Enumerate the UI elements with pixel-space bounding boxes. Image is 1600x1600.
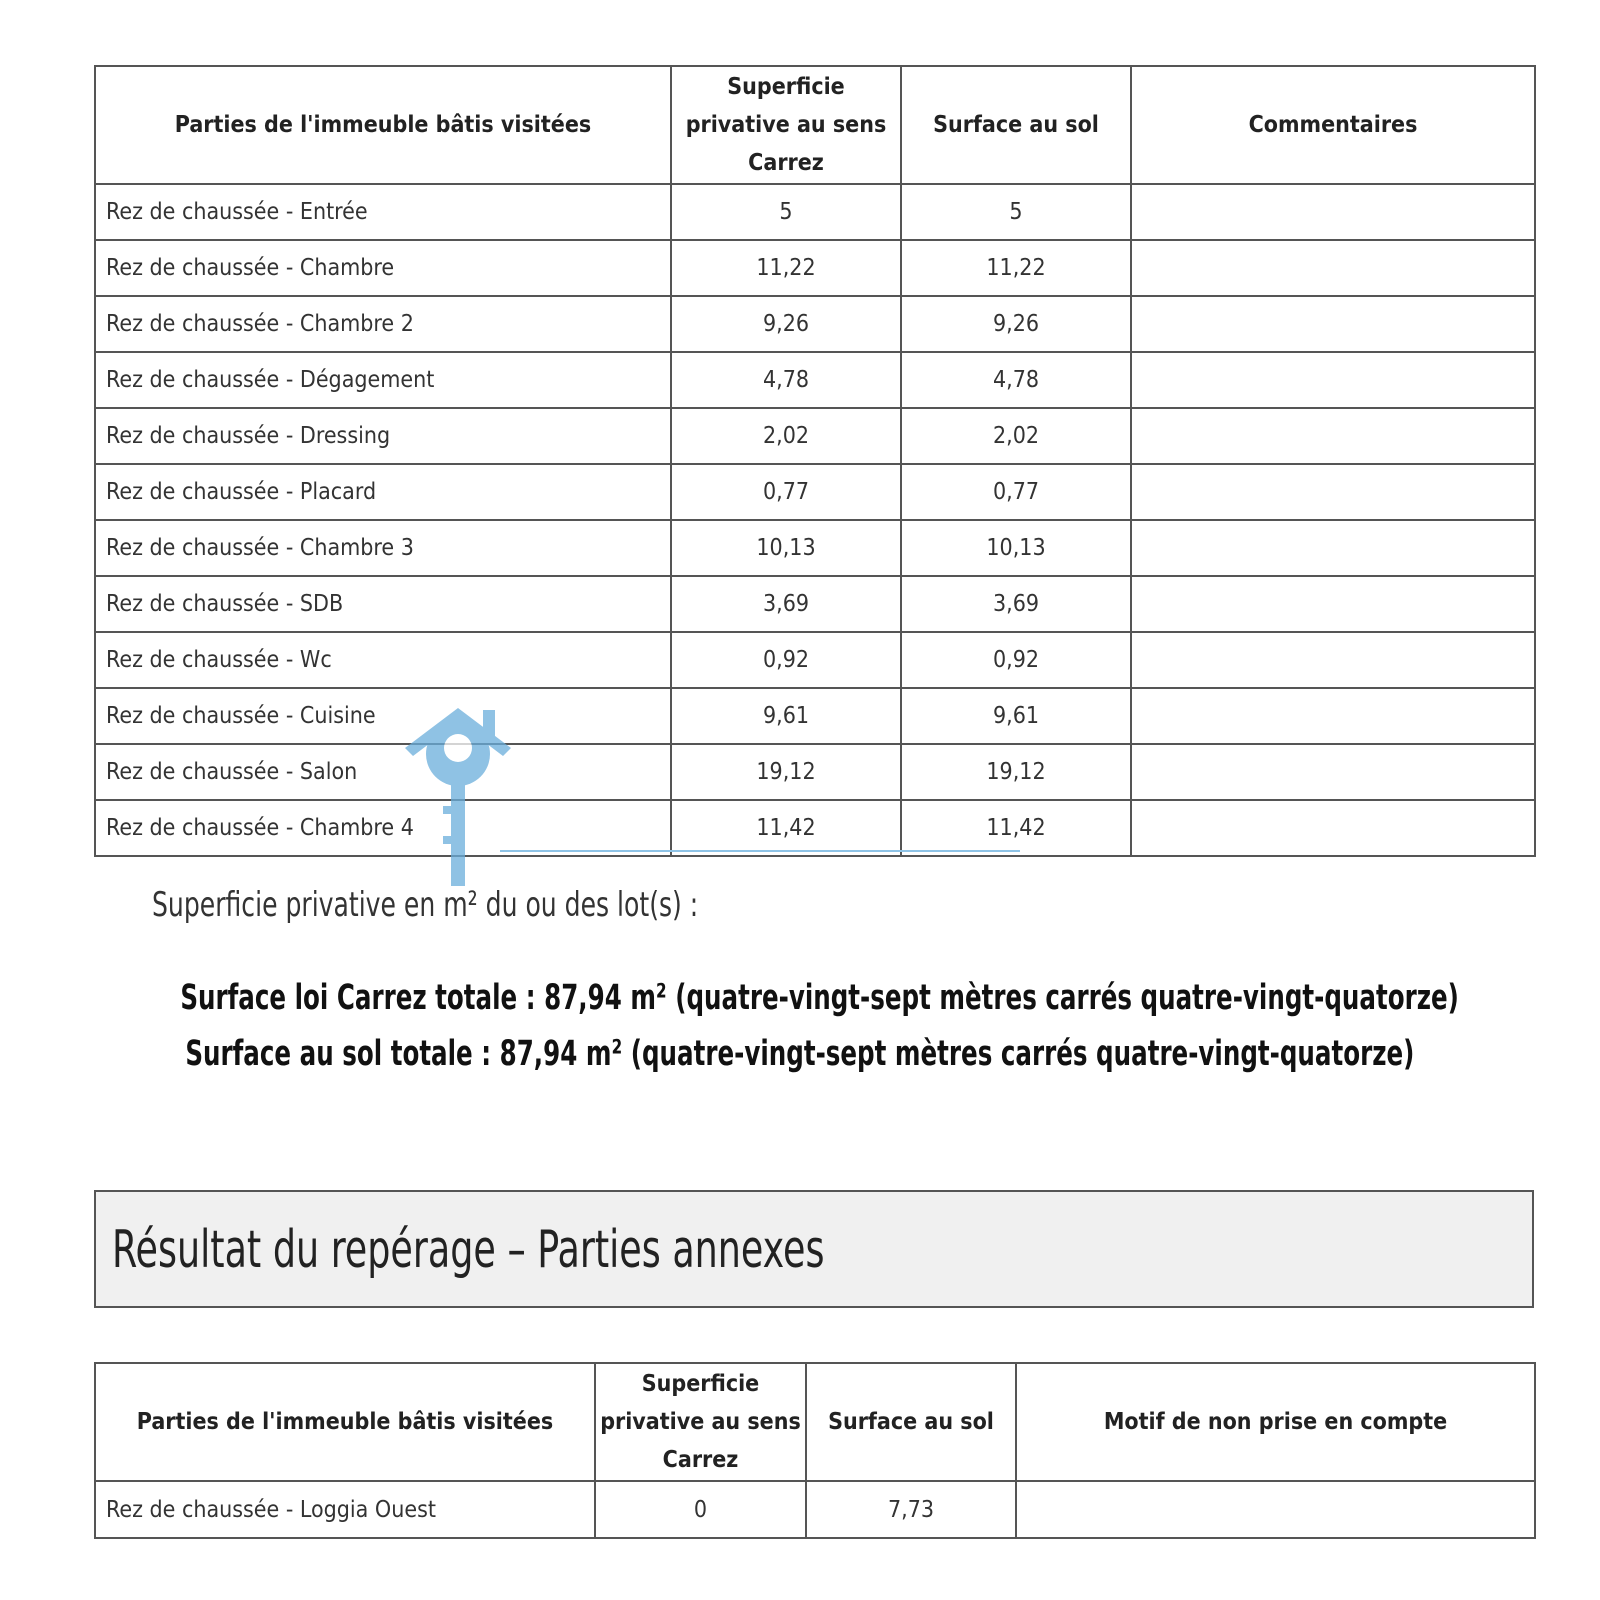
row-comment: [1131, 240, 1535, 296]
row-carrez: 5: [671, 184, 901, 240]
total-carrez-line: [0, 978, 1600, 1018]
header-motif: Motif de non prise en compte: [1016, 1363, 1535, 1481]
header-parties: Parties de l'immeuble bâtis visitées: [95, 66, 671, 184]
row-carrez: 2,02: [671, 408, 901, 464]
row-comment: [1131, 800, 1535, 856]
table-row: [95, 632, 1535, 688]
row-carrez: 11,42: [671, 800, 901, 856]
table-row: [95, 240, 1535, 296]
row-sol: 7,73: [806, 1481, 1016, 1538]
row-reason: [1016, 1481, 1535, 1538]
table-row: [95, 744, 1535, 800]
row-carrez: 9,26: [671, 296, 901, 352]
table-row: [95, 184, 1535, 240]
table-header-row: [95, 66, 1535, 184]
row-carrez: 0,77: [671, 464, 901, 520]
row-part: Rez de chaussée - Wc: [95, 632, 671, 688]
row-sol: 9,61: [901, 688, 1131, 744]
row-comment: [1131, 688, 1535, 744]
row-sol: 2,02: [901, 408, 1131, 464]
table-row: [95, 296, 1535, 352]
table-row: [95, 800, 1535, 856]
row-sol: 10,13: [901, 520, 1131, 576]
row-sol: 5: [901, 184, 1131, 240]
header-surface-sol: Surface au sol: [901, 66, 1131, 184]
header-commentaires: Commentaires: [1131, 66, 1535, 184]
row-carrez: 3,69: [671, 576, 901, 632]
table-row: [95, 464, 1535, 520]
table-row: [95, 352, 1535, 408]
row-part: Rez de chaussée - Entrée: [95, 184, 671, 240]
row-comment: [1131, 296, 1535, 352]
header-carrez: Superficie privative au sens Carrez: [595, 1363, 806, 1481]
row-comment: [1131, 576, 1535, 632]
row-part: Rez de chaussée - Chambre 4: [95, 800, 671, 856]
row-comment: [1131, 184, 1535, 240]
row-part: Rez de chaussée - Chambre 2: [95, 296, 671, 352]
total-sol-text: Surface au sol totale : 87,94 m² (quatre-vingt-sept mètres carrés quatre-vingt-quatorze): [185, 1034, 1415, 1074]
house-key-icon: [403, 706, 513, 896]
row-sol: 19,12: [901, 744, 1131, 800]
row-sol: 11,42: [901, 800, 1131, 856]
row-carrez: 19,12: [671, 744, 901, 800]
row-carrez: 11,22: [671, 240, 901, 296]
row-sol: 0,92: [901, 632, 1131, 688]
row-part: Rez de chaussée - Loggia Ouest: [95, 1481, 595, 1538]
row-part: Rez de chaussée - SDB: [95, 576, 671, 632]
watermark-line: [500, 850, 1020, 852]
row-comment: [1131, 744, 1535, 800]
row-comment: [1131, 408, 1535, 464]
row-sol: 3,69: [901, 576, 1131, 632]
section-title: Résultat du repérage – Parties annexes: [112, 1220, 825, 1280]
row-comment: [1131, 352, 1535, 408]
total-carrez-text: Surface loi Carrez totale : 87,94 m² (quatre-vingt-sept mètres carrés quatre-vingt-quatorze): [180, 978, 1459, 1018]
header-carrez: Superficie privative au sens Carrez: [671, 66, 901, 184]
row-carrez: 9,61: [671, 688, 901, 744]
row-part: Rez de chaussée - Chambre 3: [95, 520, 671, 576]
header-parties: Parties de l'immeuble bâtis visitées: [95, 1363, 595, 1481]
row-part: Rez de chaussée - Placard: [95, 464, 671, 520]
table-row: [95, 408, 1535, 464]
header-surface-sol: Surface au sol: [806, 1363, 1016, 1481]
total-sol-line: [0, 1034, 1600, 1074]
table-row: [95, 576, 1535, 632]
table-header-row: [95, 1363, 1535, 1481]
row-comment: [1131, 464, 1535, 520]
row-sol: 11,22: [901, 240, 1131, 296]
row-sol: 0,77: [901, 464, 1131, 520]
table-row: [95, 688, 1535, 744]
row-comment: [1131, 520, 1535, 576]
row-carrez: 0,92: [671, 632, 901, 688]
summary-label: Superficie privative en m² du ou des lot(s) :: [152, 885, 699, 925]
row-carrez: 10,13: [671, 520, 901, 576]
row-part: Rez de chaussée - Cuisine: [95, 688, 671, 744]
annex-table: [94, 1362, 1536, 1539]
row-part: Rez de chaussée - Dégagement: [95, 352, 671, 408]
row-sol: 4,78: [901, 352, 1131, 408]
table-row: [95, 1481, 1535, 1538]
row-carrez: 0: [595, 1481, 806, 1538]
row-sol: 9,26: [901, 296, 1131, 352]
row-comment: [1131, 632, 1535, 688]
row-part: Rez de chaussée - Dressing: [95, 408, 671, 464]
row-part: Rez de chaussée - Salon: [95, 744, 671, 800]
row-part: Rez de chaussée - Chambre: [95, 240, 671, 296]
table-row: [95, 520, 1535, 576]
surface-table: [94, 65, 1536, 857]
row-carrez: 4,78: [671, 352, 901, 408]
section-header-annexes: [94, 1190, 1534, 1308]
